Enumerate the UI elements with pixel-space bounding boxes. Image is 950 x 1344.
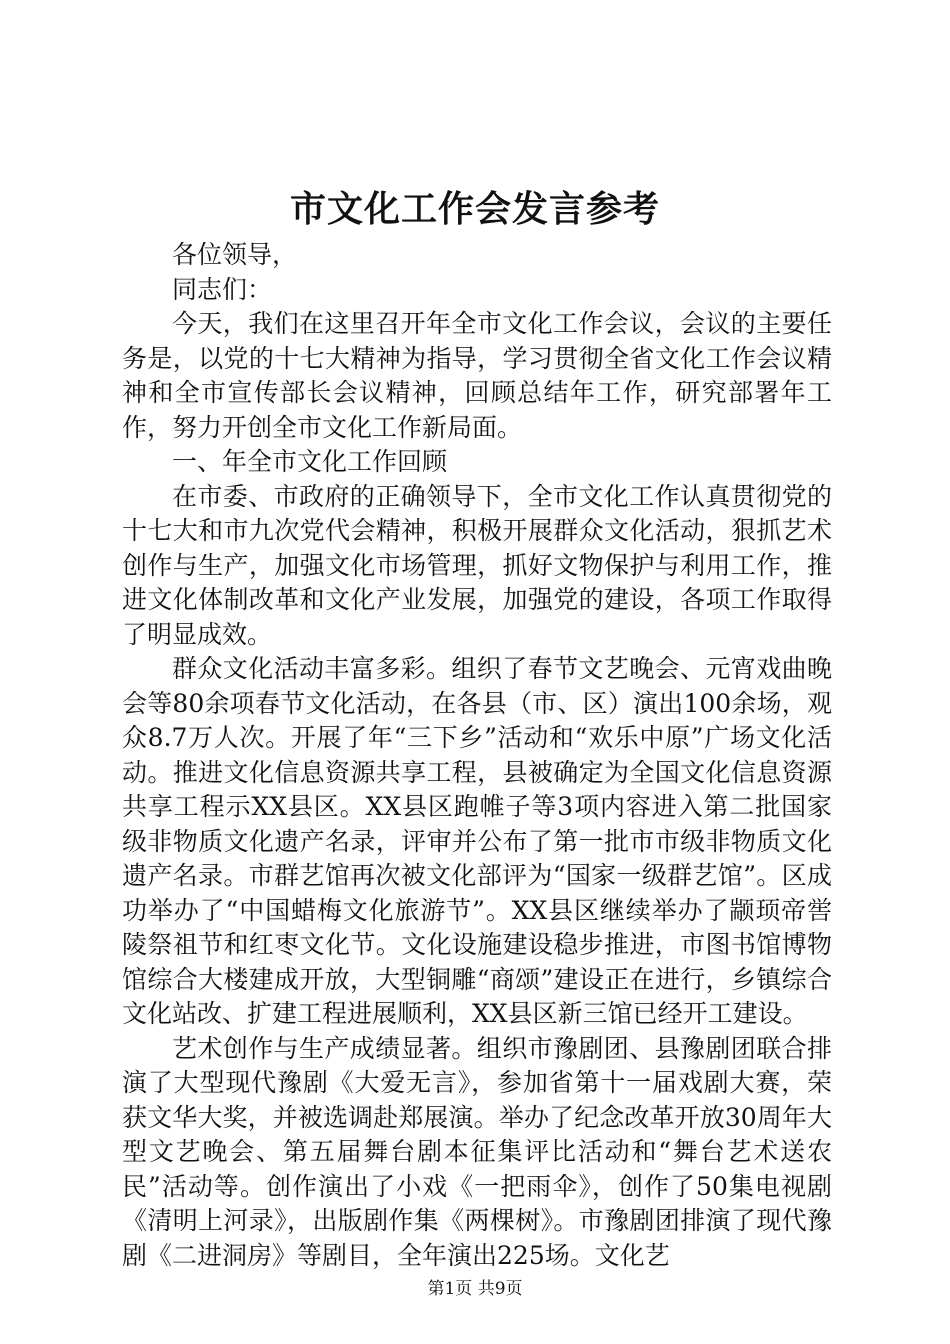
art-creation-paragraph: 艺术创作与生产成绩显著。组织市豫剧团、县豫剧团联合排演了大型现代豫剧《大爱无言》，参加省第十一届戏剧大赛，荣获文华大奖，并被选调赴郑展演。举办了纪念改革开放30周年大型文艺晚会、第五届舞台剧本征集评比活动和“舞台艺术送农民”活动等。创作演出了小戏《一把雨伞》，创作了50集电视剧《清明上河录》，出版剧作集《两棵树》。市豫剧团排演了现代豫剧《二进洞房》等剧目，全年演出225场。文化艺: [122, 1033, 832, 1270]
review-paragraph: 在市委、市政府的正确领导下，全市文化工作认真贯彻党的十七大和市九次党代会精神，积极开展群众文化活动，狠抓艺术创作与生产，加强文化市场管理，抓好文物保护与利用工作，推进文化体制改革和文化产业发展，加强党的建设，各项工作取得了明显成效。: [122, 481, 832, 649]
mass-culture-paragraph: 群众文化活动丰富多彩。组织了春节文艺晚会、元宵戏曲晚会等80余项春节文化活动，在各县（市、区）演出100余场，观众8.7万人次。开展了年“三下乡”活动和“欢乐中原”广场文化活动。推进文化信息资源共享工程，县被确定为全国文化信息资源共享工程示XX县区。XX县区跑帷子等3项内容进入第二批国家级非物质文化遗产名录，评审并公布了第一批市市级非物质文化遗产名录。市群艺馆再次被文化部评为“国家一级群艺馆”。区成功举办了“中国蜡梅文化旅游节”。XX县区继续举办了颛顼帝喾陵祭祖节和红枣文化节。文化设施建设稳步推进，市图书馆博物馆综合大楼建成开放，大型铜雕“商颂”建设正在进行，乡镇综合文化站改、扩建工程进展顺利，XX县区新三馆已经开工建设。: [122, 654, 832, 1028]
salutation-comrades: 同志们：: [172, 274, 273, 304]
salutation-leaders: 各位领导，: [172, 240, 298, 269]
intro-paragraph: 今天，我们在这里召开年全市文化工作会议，会议的主要任务是，以党的十七大精神为指导，学习贯彻全省文化工作会议精神和全市宣传部长会议精神，回顾总结年工作，研究部署年工作，努力开创全市文化工作新局面。: [122, 309, 832, 442]
section-heading: 一、年全市文化工作回顾: [172, 447, 448, 476]
document-title: 市文化工作会发言参考: [289, 188, 660, 230]
document-body: [122, 238, 832, 1273]
page-number: 第1页 共9页: [427, 1279, 523, 1299]
